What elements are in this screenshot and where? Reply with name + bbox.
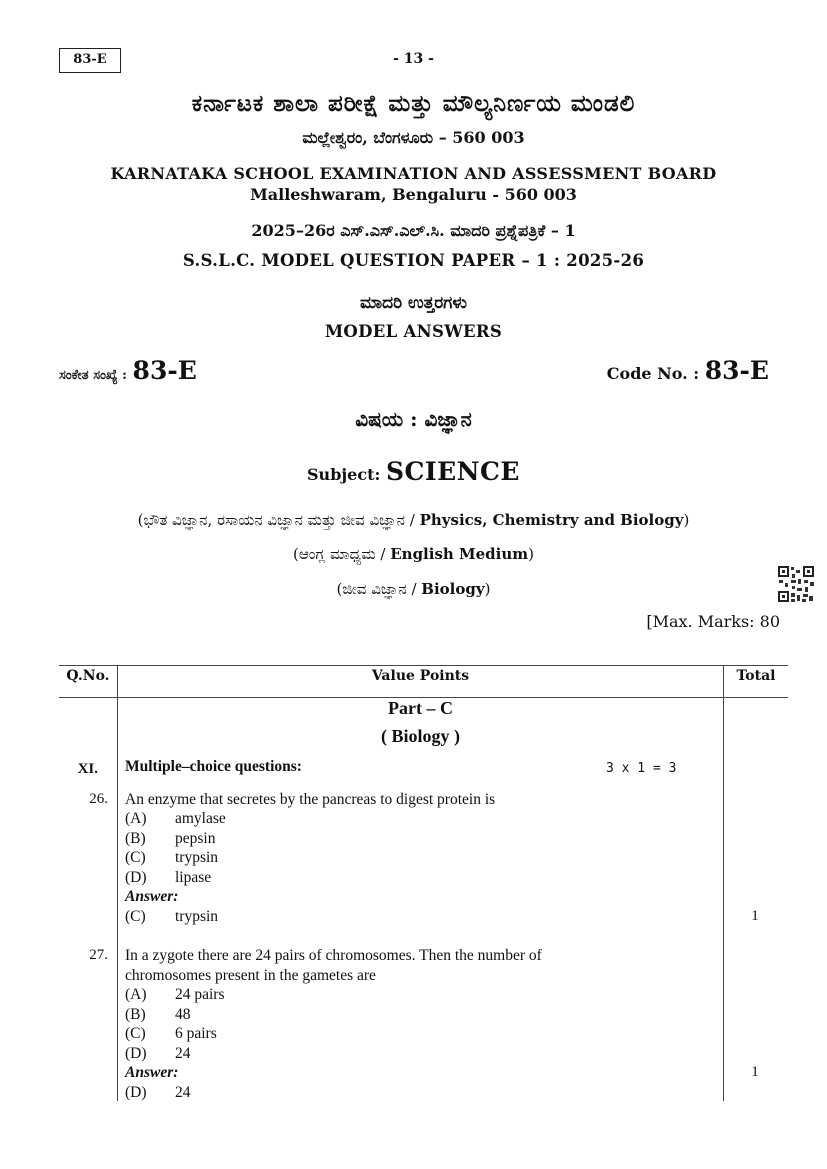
answer-option-label: (D) xyxy=(125,1084,147,1101)
option-c xyxy=(125,1025,217,1043)
board-title-kannada: ಕರ್ನಾಟಕ ಶಾಲಾ ಪರೀಕ್ಷೆ ಮತ್ತು ಮೌಲ್ಯನಿರ್ಣಯ ಮಂಡಲಿ xyxy=(191,90,636,117)
subject-label: Subject: xyxy=(307,465,381,484)
close-paren: ) xyxy=(683,511,690,529)
board-title-english: KARNATAKA SCHOOL EXAMINATION AND ASSESSMENT BOARD xyxy=(110,164,717,183)
code-number-english xyxy=(607,356,769,385)
answers-heading-english: MODEL ANSWERS xyxy=(324,322,503,341)
paper-title-kannada: 2025–26ರ ಎಸ್.ಎಸ್.ಎಲ್.ಸಿ. ಮಾದರಿ ಪ್ರಶ್ನೆಪತ್ರಿಕೆ – 1 xyxy=(251,221,576,240)
answer-label: Answer: xyxy=(125,888,179,905)
table-top-border xyxy=(59,665,788,666)
code-value-right: 83-E xyxy=(704,356,769,385)
option-label: (D) xyxy=(125,869,147,886)
option-label: (C) xyxy=(125,1025,146,1042)
option-text: 24 pairs xyxy=(175,986,225,1003)
option-a xyxy=(125,986,225,1004)
streams-line xyxy=(0,511,827,529)
board-address-kannada: ಮಲ್ಲೇಶ್ವರಂ, ಬೆಂಗಳೂರು – 560 003 xyxy=(302,128,525,147)
section-title: Multiple–choice questions: xyxy=(125,758,302,775)
code-number-kannada xyxy=(59,356,197,385)
section-kannada: (ಜೀವ ವಿಜ್ಞಾನ / xyxy=(336,580,417,598)
answer-label: Answer: xyxy=(125,1064,179,1081)
column-divider-right xyxy=(723,665,724,1101)
option-label: (A) xyxy=(125,986,147,1003)
code-badge: 83-E xyxy=(59,48,121,73)
option-text: 24 xyxy=(175,1045,191,1062)
option-label: (C) xyxy=(125,849,146,866)
question-text: An enzyme that secretes by the pancreas to digest protein is xyxy=(125,791,496,808)
answers-heading-kannada: ಮಾದರಿ ಉತ್ತರಗಳು xyxy=(359,293,468,313)
question-number: 27. xyxy=(89,947,108,963)
option-c xyxy=(125,849,218,867)
option-label: (B) xyxy=(125,830,146,847)
paper-title-english: S.S.L.C. MODEL QUESTION PAPER – 1 : 2025-26 xyxy=(182,251,645,270)
question-text-continued: chromosomes present in the gametes are xyxy=(125,967,376,984)
code-label-kannada: ಸಂಕೇತ ಸಂಖ್ಯೆ : xyxy=(59,368,127,383)
close-paren: ) xyxy=(528,545,535,563)
option-text: lipase xyxy=(175,869,212,886)
question-total: 1 xyxy=(751,908,759,924)
section-line xyxy=(0,580,827,598)
option-label: (D) xyxy=(125,1045,147,1062)
answer-line xyxy=(125,1084,191,1102)
answer-option-text: 24 xyxy=(175,1084,191,1101)
subject-kannada: ವಿಷಯ : ವಿಜ್ಞಾನ xyxy=(355,407,472,431)
streams-kannada: (ಭೌತ ವಿಜ್ಞಾನ, ರಸಾಯನ ವಿಜ್ಞಾನ ಮತ್ತು ಜೀವ ವಿಜ್ಞಾನ / xyxy=(137,511,415,529)
header-qno: Q.No. xyxy=(66,668,110,684)
code-label-english: Code No. : xyxy=(606,364,700,383)
medium-line xyxy=(0,545,827,563)
option-a xyxy=(125,810,226,828)
option-b xyxy=(125,830,215,848)
medium-english: English Medium xyxy=(390,545,529,563)
header-value-points: Value Points xyxy=(371,668,470,684)
answer-option-text: trypsin xyxy=(175,908,219,925)
answer-option-label: (C) xyxy=(125,908,146,925)
option-label: (B) xyxy=(125,1006,146,1023)
board-address-english: Malleshwaram, Bengaluru - 560 003 xyxy=(250,185,577,204)
option-text: amylase xyxy=(175,810,226,827)
page-number: - 13 - xyxy=(393,51,434,67)
streams-english: Physics, Chemistry and Biology xyxy=(419,511,684,529)
option-d xyxy=(125,869,211,887)
option-d xyxy=(125,1045,191,1063)
subject-english xyxy=(0,457,827,486)
option-b xyxy=(125,1006,191,1024)
close-paren: ) xyxy=(484,580,491,598)
answer-line xyxy=(125,908,218,926)
section-number: XI. xyxy=(77,761,98,777)
question-total: 1 xyxy=(751,1064,759,1080)
subject-value: SCIENCE xyxy=(385,457,520,486)
option-text: 48 xyxy=(175,1006,191,1023)
medium-kannada: (ಆಂಗ್ಲ ಮಾಧ್ಯಮ / xyxy=(292,545,386,563)
code-value-left: 83-E xyxy=(132,356,197,385)
question-number: 26. xyxy=(89,791,108,807)
option-text: trypsin xyxy=(175,849,219,866)
part-title: Part – C xyxy=(388,698,453,718)
option-label: (A) xyxy=(125,810,147,827)
option-text: 6 pairs xyxy=(175,1025,217,1042)
section-english: Biology xyxy=(421,580,485,598)
section-marks: 3 x 1 = 3 xyxy=(606,761,677,776)
part-subtitle: ( Biology ) xyxy=(381,726,460,746)
qr-code-icon[interactable] xyxy=(777,565,815,603)
header-total: Total xyxy=(736,668,776,684)
question-text: In a zygote there are 24 pairs of chromosomes. Then the number of xyxy=(125,947,542,964)
max-marks: [Max. Marks: 80 xyxy=(646,612,780,631)
option-text: pepsin xyxy=(175,830,216,847)
